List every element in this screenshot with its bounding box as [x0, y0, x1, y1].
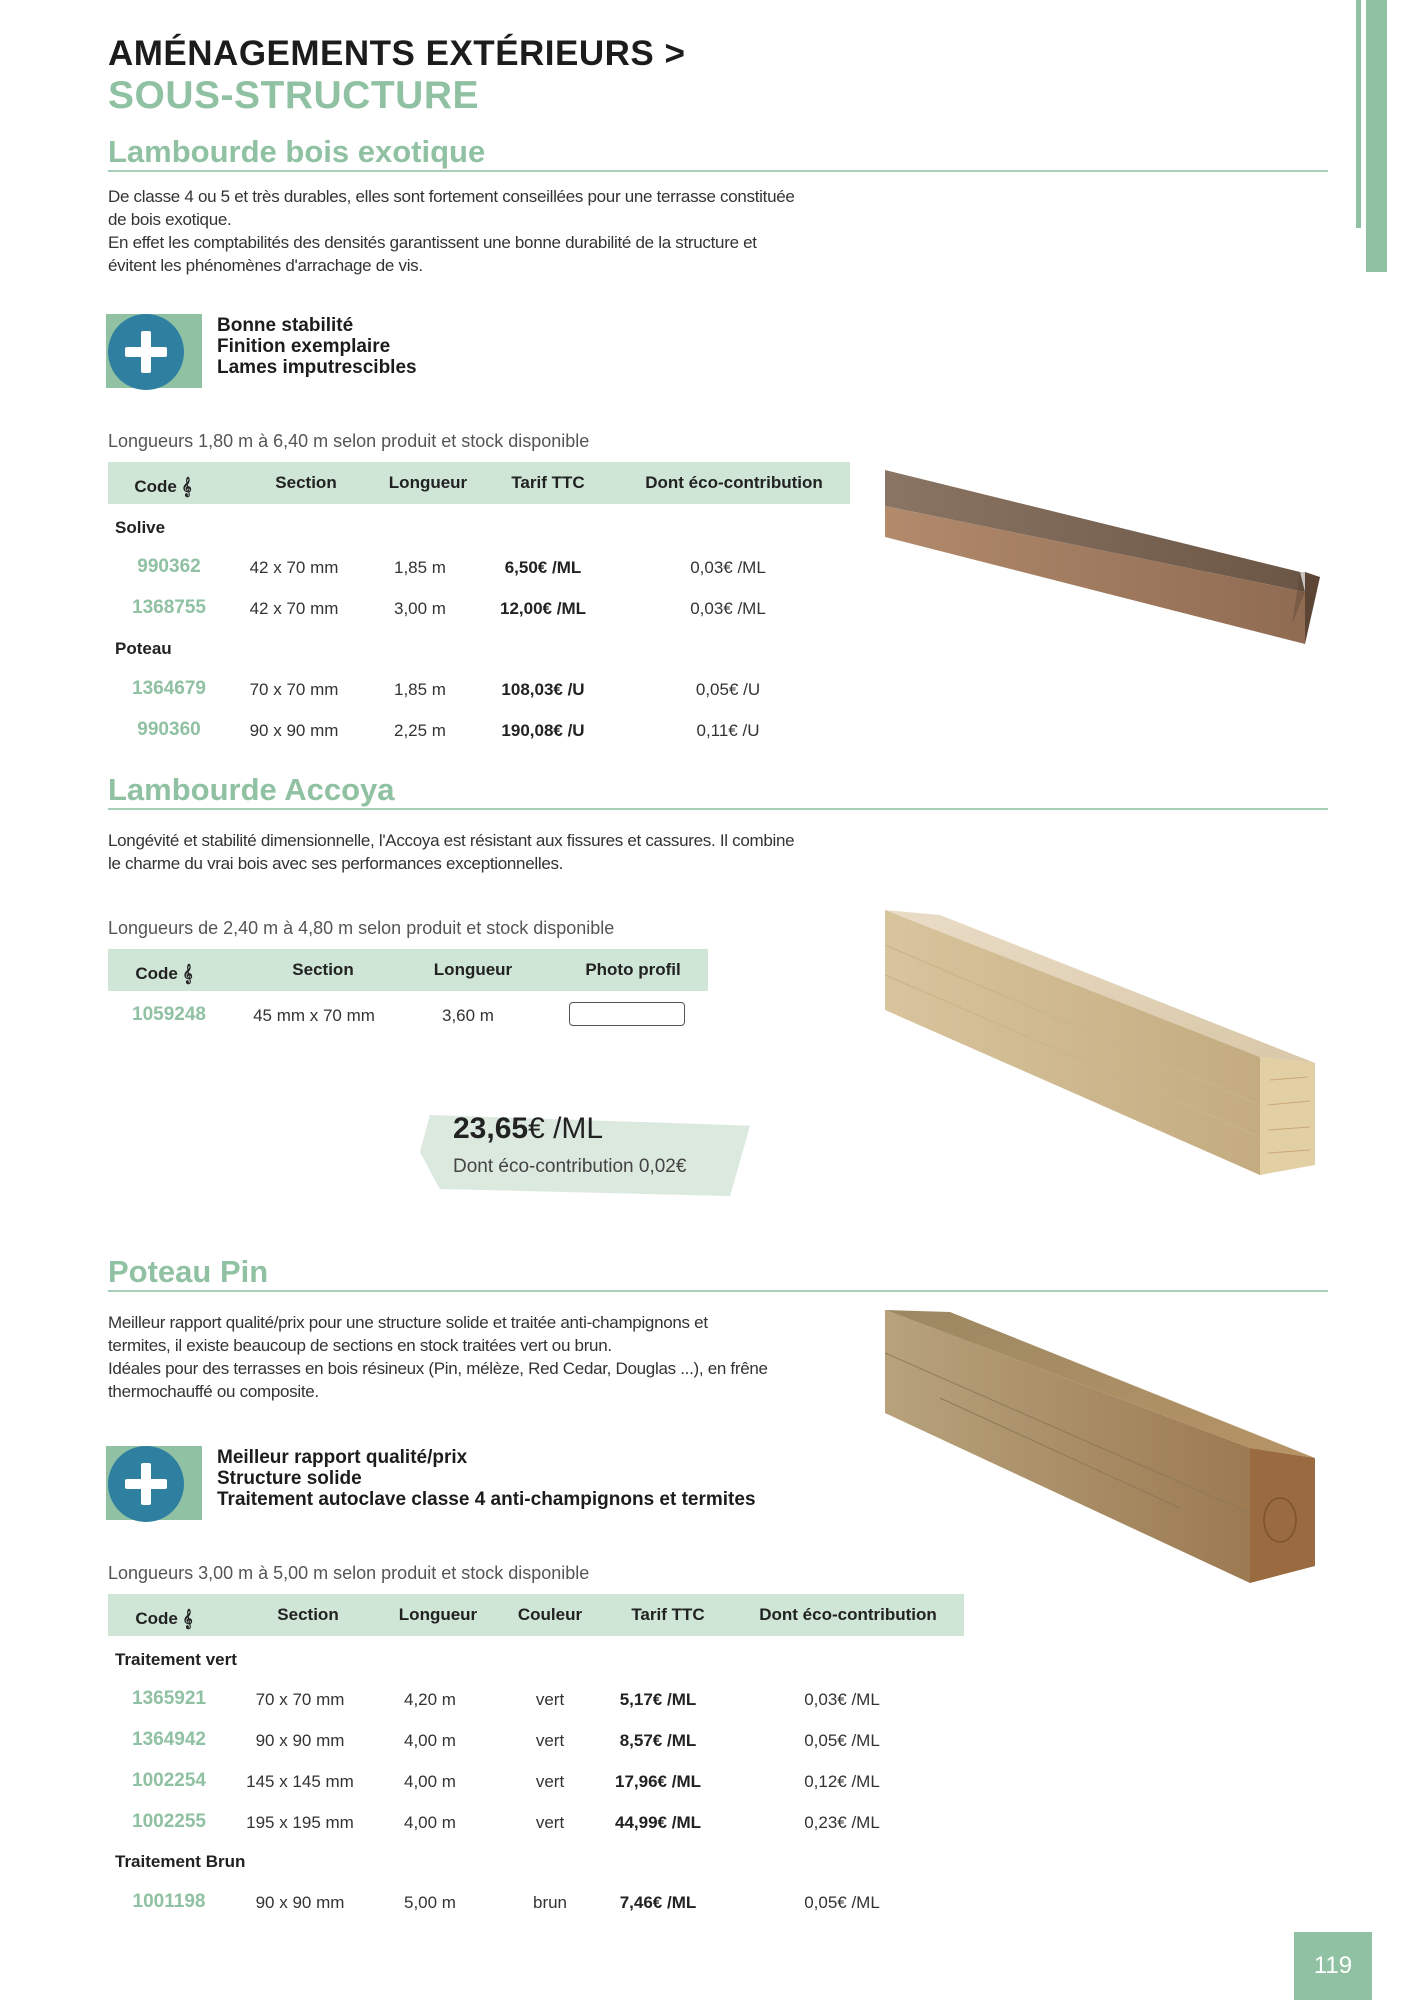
section-title-pin: Poteau Pin	[108, 1254, 269, 1289]
section-rule	[108, 170, 1328, 172]
exotic-joist-image	[880, 462, 1320, 662]
subcategory-heading: SOUS-STRUCTURE	[108, 74, 480, 117]
table-header: Code 𝄞 Section Longueur Couleur Tarif TTC Dont éco-contribution	[108, 1594, 964, 1636]
treble-clef-icon: 𝄞	[182, 1609, 193, 1628]
accoya-joist-image	[880, 905, 1320, 1180]
section-rule	[108, 808, 1328, 810]
treble-clef-icon: 𝄞	[182, 964, 193, 983]
group-label: Solive	[115, 518, 166, 537]
plus-icon	[108, 314, 184, 390]
benefits-list: Meilleur rapport qualité/prix Structure solide Traitement autoclave classe 4 anti-champignons et termites	[217, 1447, 756, 1510]
price-main: 23,65€ /ML	[453, 1112, 604, 1145]
treble-clef-icon: 𝄞	[181, 477, 192, 496]
plus-icon	[108, 1446, 184, 1522]
profile-photo-placeholder	[569, 1002, 685, 1026]
lengths-note: Longueurs de 2,40 m à 4,80 m selon produit et stock disponible	[108, 918, 615, 938]
section-title-exotic: Lambourde bois exotique	[108, 134, 486, 169]
category-heading: AMÉNAGEMENTS EXTÉRIEURS >	[108, 34, 686, 73]
decor-bar-thin	[1356, 0, 1361, 228]
section-description: Longévité et stabilité dimensionnelle, l'Accoya est résistant aux fissures et cassures. Il combine le charme du vrai bois avec ses performances exceptionnelles.	[108, 831, 795, 873]
decor-bar	[1366, 0, 1387, 272]
section-description: Meilleur rapport qualité/prix pour une structure solide et traitée anti-champignons et termites, il existe beaucoup de sections en stock traitées vert ou brun. Idéales pour des terrasses en bois résineux (Pin, mélèze, Red Cedar, Douglas ...), en frêne thermochauffé ou composite.	[108, 1313, 768, 1401]
lengths-note: Longueurs 1,80 m à 6,40 m selon produit et stock disponible	[108, 431, 590, 451]
section-title-accoya: Lambourde Accoya	[108, 772, 395, 807]
price-eco: Dont éco-contribution 0,02€	[453, 1156, 687, 1177]
group-label: Traitement vert	[115, 1650, 237, 1669]
page-number: 119	[1294, 1932, 1372, 2000]
table-header: Code 𝄞 Section Longueur Photo profil	[108, 949, 708, 991]
pine-post-image	[880, 1308, 1320, 1598]
section-rule	[108, 1290, 1328, 1292]
group-label: Traitement Brun	[115, 1852, 246, 1871]
benefits-list: Bonne stabilité Finition exemplaire Lames imputrescibles	[217, 315, 417, 378]
group-label: Poteau	[115, 639, 172, 658]
lengths-note: Longueurs 3,00 m à 5,00 m selon produit et stock disponible	[108, 1563, 590, 1583]
section-description: De classe 4 ou 5 et très durables, elles sont fortement conseillées pour une terrasse constituée de bois exotique. En effet les comptabilités des densités garantissent une bonne durabilité de la structure et évitent les phénomènes d'arrachage de vis.	[108, 187, 795, 275]
table-header: Code 𝄞 Section Longueur Tarif TTC Dont éco-contribution	[108, 462, 850, 504]
